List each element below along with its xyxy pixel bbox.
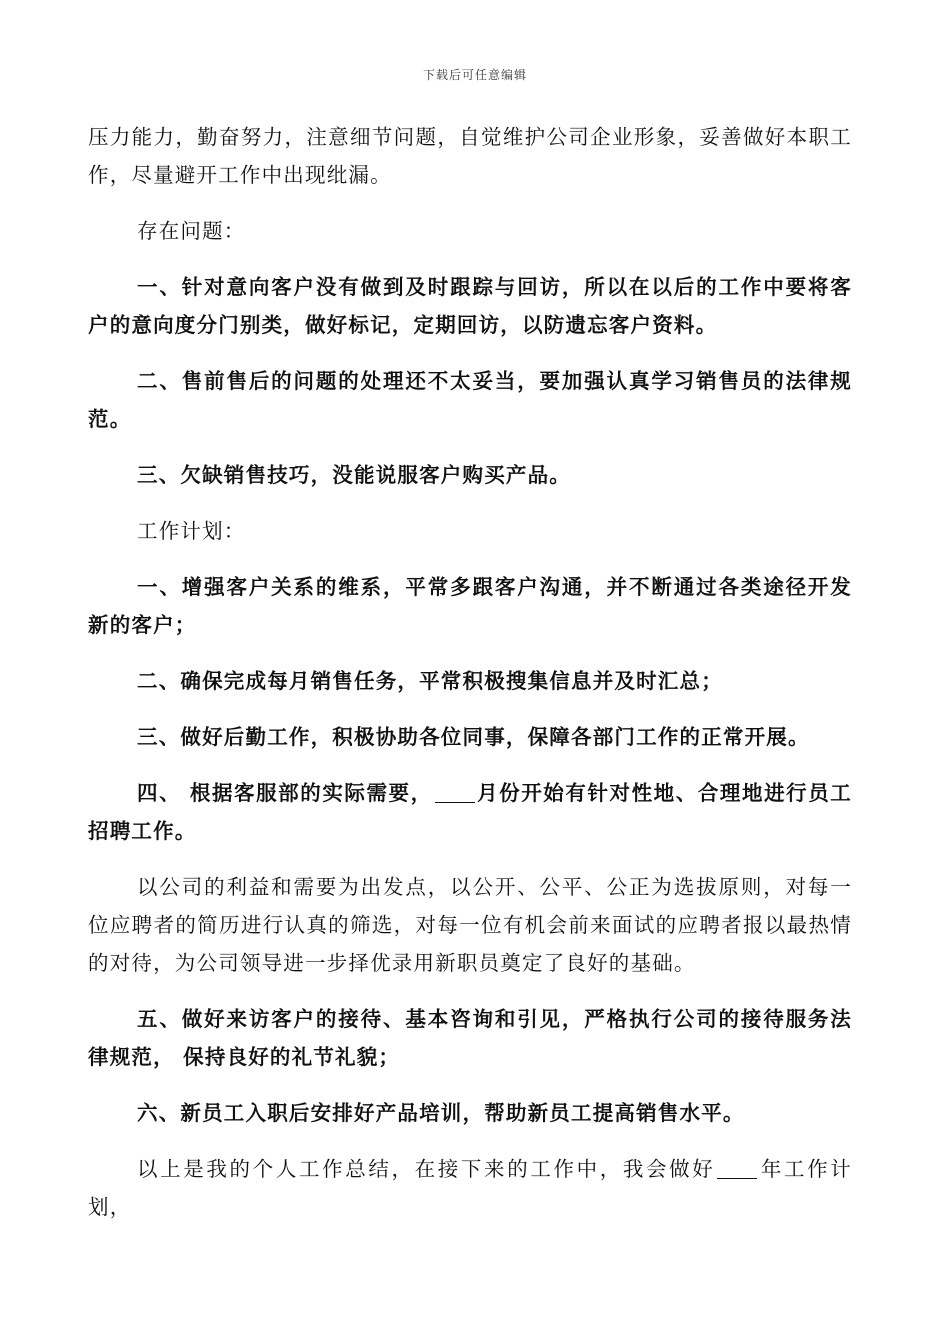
paragraph-continuation: 压力能力，勤奋努力，注意细节问题，自觉维护公司企业形象，妥善做好本职工作，尽量避开工作中出现纰漏。: [88, 125, 852, 187]
plan-item-4-text-after: 月份开始有针对性地、合理地进行员工招聘工作。: [88, 781, 852, 843]
closing-text-after: 年工作计划，: [88, 1157, 852, 1219]
problem-item-2: 二、售前售后的问题的处理还不太妥当，要加强认真学习销售员的法律规范。: [88, 369, 852, 431]
blank-underline: [717, 1156, 757, 1179]
recruitment-paragraph: 以公司的利益和需要为出发点，以公开、公平、公正为选拔原则，对每一位应聘者的简历进行认真的筛选，对每一位有机会前来面试的应聘者报以最热情的对待，为公司领导进一步择优录用新职员奠定了良好的基础。: [88, 875, 852, 975]
blank-underline: [435, 780, 475, 803]
closing-paragraph: [88, 1150, 852, 1226]
closing-text-before: 以上是我的个人工作总结，在接下来的工作中，我会做好: [137, 1157, 716, 1181]
plan-item-5: 五、做好来访客户的接待、基本咨询和引见，严格执行公司的接待服务法律规范， 保持良好的礼节礼貌；: [88, 1007, 852, 1069]
plan-item-3: 三、做好后勤工作，积极协助各位同事，保障各部门工作的正常开展。: [137, 725, 810, 749]
problem-item-1: 一、针对意向客户没有做到及时跟踪与回访，所以在以后的工作中要将客户的意向度分门别类，做好标记，定期回访，以防遗忘客户资料。: [88, 275, 852, 337]
heading-existing-problems: 存在问题：: [137, 219, 246, 243]
heading-work-plan: 工作计划：: [137, 519, 246, 543]
problem-item-3: 三、欠缺销售技巧，没能说服客户购买产品。: [137, 463, 571, 487]
page-header: 下载后可任意编辑: [422, 68, 527, 82]
plan-item-1: 一、增强客户关系的维系，平常多跟客户沟通，并不断通过各类途径开发新的客户；: [88, 575, 852, 637]
plan-item-4-text-before: 四、 根据客服部的实际需要，: [137, 781, 433, 805]
document-body: [88, 118, 852, 1226]
plan-item-2: 二、确保完成每月销售任务，平常积极搜集信息并及时汇总；: [137, 669, 723, 693]
plan-item-6: 六、新员工入职后安排好产品培训，帮助新员工提高销售水平。: [137, 1101, 745, 1125]
plan-item-4: [88, 774, 852, 850]
